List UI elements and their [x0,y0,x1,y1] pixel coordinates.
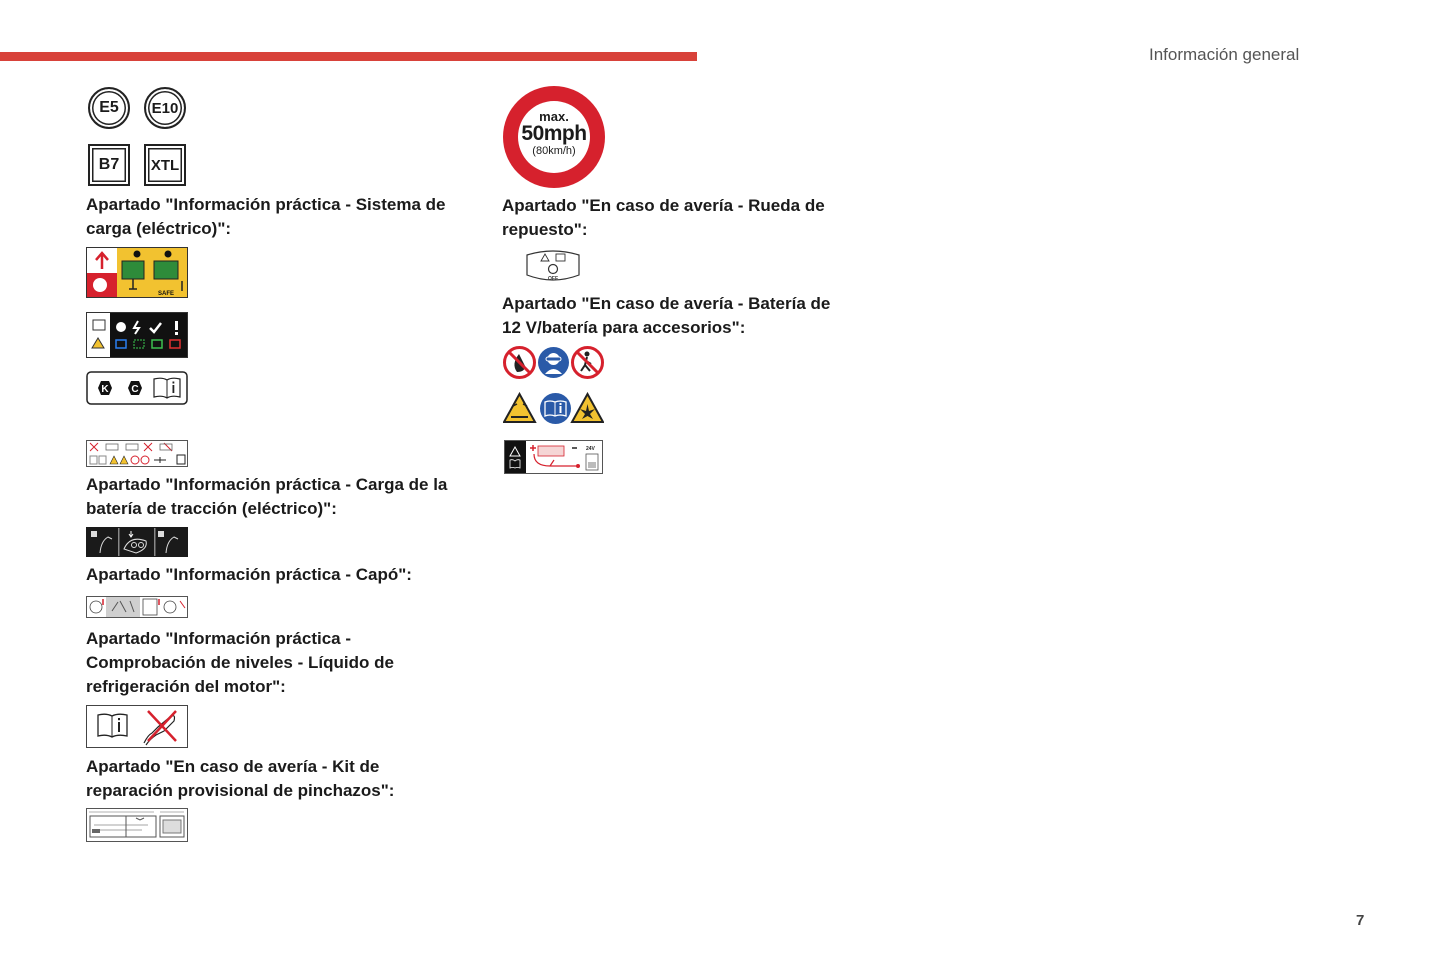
page-number: 7 [1356,912,1365,929]
section-heading-charging-system: Apartado "Información práctica - Sistema de carga (eléctrico)": [86,195,446,238]
safe-text: SAFE [158,291,175,297]
battery-safety-row-2 [503,392,604,425]
k-text: K [101,384,109,395]
eye-protection-icon [538,347,569,378]
speed-limit-kmh: (80km/h) [532,145,576,157]
warning-pictogram-strip [86,440,188,467]
section-heading-puncture-kit: Apartado "En caso de avería - Kit de reparación provisional de pinchazos": [86,757,395,800]
coolant-warning-label [86,705,188,748]
battery-safety-row-1 [503,346,604,379]
corrosive-warning-icon [504,394,535,422]
spare-wheel-label [524,249,582,284]
off-text: OFF [548,276,558,282]
section-heading-coolant: Apartado "Información práctica - Comprobación de niveles - Líquido de refrigeración del motor": [86,629,394,696]
c-text: C [131,384,139,395]
book-info-icon [540,393,571,424]
section-heading-12v-battery: Apartado "En caso de avería - Batería de 12 V/batería para accesorios": [502,294,831,337]
charging-status-label [86,312,188,358]
puncture-kit-label [86,808,188,842]
keep-children-away-icon [573,348,603,378]
section-heading-hood: Apartado "Información práctica - Capó": [86,565,412,584]
speed-limit-value: 50mph [521,122,587,145]
section-title: Información general [1149,45,1300,64]
header-accent-bar [0,52,697,61]
traction-battery-label [86,527,188,557]
explosive-warning-icon [572,394,603,422]
fuel-badge-e5: E5 [88,87,130,129]
battery-connection-label [504,440,603,474]
fuel-badge-b7: B7 [88,144,130,186]
speed-limit-sign [503,86,605,188]
no-flame-icon [505,348,535,378]
fuel-badge-e10: E10 [144,87,186,129]
charging-kc-label [86,371,188,405]
fuel-badge-xtl: XTL [144,144,186,186]
voltage-text: 24V [586,446,595,452]
charging-safety-label [86,247,188,298]
section-heading-traction-battery: Apartado "Información práctica - Carga de la batería de tracción (eléctrico)": [86,475,448,518]
section-heading-spare-wheel: Apartado "En caso de avería - Rueda de repuesto": [502,196,825,239]
hood-warning-label [86,596,188,618]
speed-limit-max: max. [539,109,569,124]
